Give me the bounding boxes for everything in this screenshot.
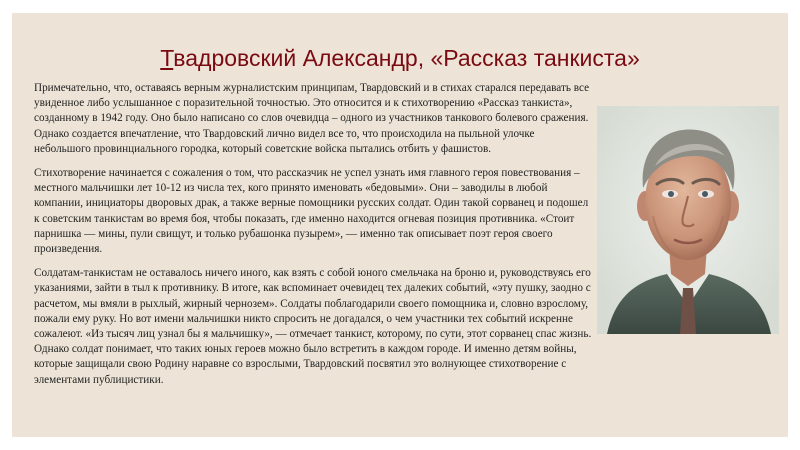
paragraph-3: Солдатам-танкистам не оставалось ничего иного, как взять с собой юного смельчака на броню и, руководствуясь его указаниями, зайти в тыл к противнику. В итоге, как вспоминает очевидец тех далеких событий, «эту пушку, заодно с расчетом, мы вмяли в рыхлый, жирный чернозем». Солдаты поблагодарили своего помощника и, словно взрослому, пожали ему руку. Но вот имени мальчишки никто спросить не догадался, о чем участники тех событий искренне сожалеют. «Из тысяч лиц узнал бы я мальчишку», — отмечает танкист, которому, по сути, этот сорванец спас жизнь. Однако солдат понимает, что таких юных героев можно было встретить в каждом городе. И именно детям войны, которые защищали свою Родину наравне со взрослыми, Твардовский посвятил это волнующее стихотворение с элементами публицистики.	[34, 267, 592, 386]
slide	[12, 13, 788, 437]
paragraph-1: Примечательно, что, оставаясь верным журналистским принципам, Твардовский и в стихах старался передавать все увиденное либо услышанное с поразительной точностью. Это относится и к стихотворению «Рассказ танкиста», созданному в 1942 году. Оно было написано со слов очевидца – одного из участников танкового болевого сражения. Однако создается впечатление, что Твардовский лично видел все то, что происходила на пыльной улочке небольшого провинциального городка, который советские войска пытались отбить у фашистов.	[34, 82, 590, 155]
title-text: вадровский Александр, «Рассказ танкиста»	[173, 45, 640, 71]
body-text	[34, 81, 594, 397]
slide-title	[12, 44, 788, 72]
portrait-illustration	[597, 106, 779, 334]
author-portrait	[597, 106, 779, 334]
paragraph-2: Стихотворение начинается с сожаления о том, что рассказчик не успел узнать имя главного героя повествования – местного мальчишки лет 10-12 из числа тех, кого принято именовать «бедовыми». Они – заводилы в любой компании, инициаторы дворовых драк, а также верные помощники русских солдат. Один такой сорванец и подошел к советским танкистам во время боя, чтобы показать, где именно находится огневая позиция противника. «Стоит парнишка — мины, пули свищут, и только рубашонка пузырем», — именно так описывает поэт героя своего произведения.	[34, 167, 589, 256]
title-first-letter: Т	[160, 45, 174, 71]
